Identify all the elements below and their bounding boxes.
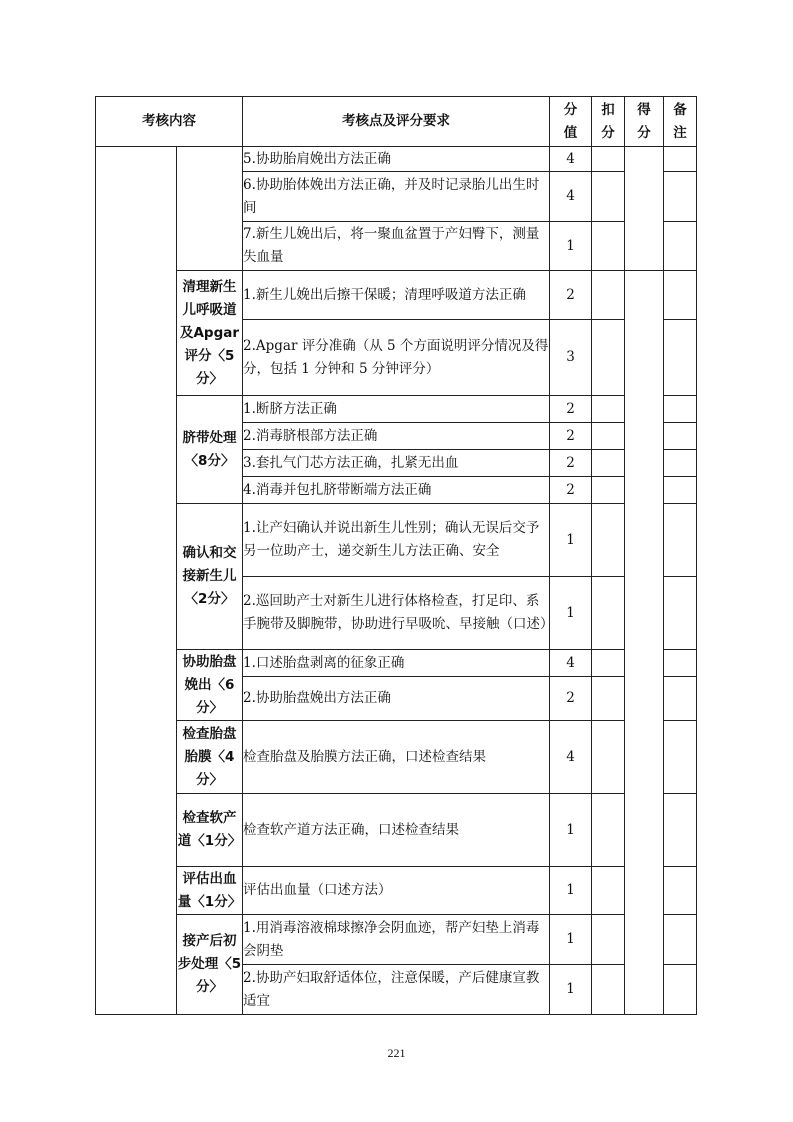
item-score: 4 [550, 147, 592, 172]
deduct-cell[interactable] [592, 721, 625, 794]
deduct-cell[interactable] [592, 915, 625, 965]
item-score: 4 [550, 172, 592, 222]
item-text: 5.协助胎肩娩出方法正确 [243, 147, 550, 172]
section-title-airway: 清理新生儿呼吸道及Apgar评分〈5分〉 [177, 271, 243, 396]
header-remark: 备注 [664, 97, 697, 147]
deduct-cell[interactable] [592, 577, 625, 650]
table-row [96, 867, 697, 915]
deduct-cell[interactable] [592, 650, 625, 677]
remark-cell[interactable] [664, 677, 697, 721]
item-score: 2 [550, 450, 592, 477]
item-text: 1.口述胎盘剥离的征象正确 [243, 650, 550, 677]
remark-cell[interactable] [664, 423, 697, 450]
item-score: 2 [550, 677, 592, 721]
deduct-cell[interactable] [592, 504, 625, 577]
remark-cell[interactable] [664, 477, 697, 504]
item-text: 4.消毒并包扎脐带断端方法正确 [243, 477, 550, 504]
page-number: 221 [387, 1046, 406, 1060]
remark-cell[interactable] [664, 577, 697, 650]
item-text: 1.让产妇确认并说出新生儿性别；确认无误后交予另一位助产士，递交新生儿方法正确、安全 [243, 504, 550, 577]
table-row [96, 147, 697, 172]
table-row [96, 271, 697, 320]
deduct-cell[interactable] [592, 396, 625, 423]
item-text: 2.协助胎盘娩出方法正确 [243, 677, 550, 721]
item-score: 2 [550, 271, 592, 320]
item-score: 1 [550, 794, 592, 867]
remark-cell[interactable] [664, 965, 697, 1015]
remark-cell[interactable] [664, 504, 697, 577]
item-text: 评估出血量（口述方法） [243, 867, 550, 915]
header-gain: 得分 [625, 97, 664, 147]
section-title-postcare: 接产后初步处理〈5分〉 [177, 915, 243, 1015]
item-score: 1 [550, 504, 592, 577]
item-text: 6.协助胎体娩出方法正确，并及时记录胎儿出生时间 [243, 172, 550, 222]
item-text: 2.协助产妇取舒适体位，注意保暖，产后健康宣教适宜 [243, 965, 550, 1015]
item-text: 1.断脐方法正确 [243, 396, 550, 423]
remark-cell[interactable] [664, 147, 697, 172]
item-score: 4 [550, 650, 592, 677]
remark-cell[interactable] [664, 867, 697, 915]
item-score: 2 [550, 423, 592, 450]
item-score: 1 [550, 915, 592, 965]
section-title-bleeding: 评估出血量〈1分〉 [177, 867, 243, 915]
item-score: 4 [550, 721, 592, 794]
header-deduct: 扣分 [592, 97, 625, 147]
item-score: 2 [550, 477, 592, 504]
item-text: 检查胎盘及胎膜方法正确，口述检查结果 [243, 721, 550, 794]
item-text: 1.新生儿娩出后擦干保暖；清理呼吸道方法正确 [243, 271, 550, 320]
section-title-placenta: 协助胎盘娩出〈6分〉 [177, 650, 243, 721]
item-text: 3.套扎气门芯方法正确，扎紧无出血 [243, 450, 550, 477]
deduct-cell[interactable] [592, 867, 625, 915]
table-row [96, 794, 697, 867]
gain-cell[interactable] [625, 271, 664, 1015]
section-title-membrane: 检查胎盘胎膜〈4分〉 [177, 721, 243, 794]
scoring-table [95, 96, 697, 1015]
table-row [96, 721, 697, 794]
table-row [96, 650, 697, 677]
deduct-cell[interactable] [592, 271, 625, 320]
item-text: 检查软产道方法正确，口述检查结果 [243, 794, 550, 867]
deduct-cell[interactable] [592, 450, 625, 477]
item-score: 1 [550, 965, 592, 1015]
section-title-handover: 确认和交接新生儿〈2分〉 [177, 504, 243, 650]
remark-cell[interactable] [664, 721, 697, 794]
deduct-cell[interactable] [592, 477, 625, 504]
item-text: 2.消毒脐根部方法正确 [243, 423, 550, 450]
item-text: 2.Apgar 评分准确（从 5 个方面说明评分情况及得分，包括 1 分钟和 5 分钟评分） [243, 320, 550, 396]
remark-cell[interactable] [664, 650, 697, 677]
deduct-cell[interactable] [592, 677, 625, 721]
deduct-cell[interactable] [592, 320, 625, 396]
remark-cell[interactable] [664, 271, 697, 320]
header-points: 考核点及评分要求 [243, 97, 550, 147]
item-score: 1 [550, 222, 592, 271]
item-text: 1.用消毒溶液棉球擦净会阴血迹，帮产妇垫上消毒会阴垫 [243, 915, 550, 965]
table-row [96, 396, 697, 423]
header-score: 分值 [550, 97, 592, 147]
deduct-cell[interactable] [592, 172, 625, 222]
item-text: 7.新生儿娩出后，将一聚血盆置于产妇臀下，测量失血量 [243, 222, 550, 271]
remark-cell[interactable] [664, 915, 697, 965]
remark-cell[interactable] [664, 396, 697, 423]
section-title-birthcanal: 检查软产道〈1分〉 [177, 794, 243, 867]
item-score: 3 [550, 320, 592, 396]
content-category-cell [96, 147, 177, 1015]
table-row [96, 504, 697, 577]
section-continued-cell [177, 147, 243, 271]
item-score: 2 [550, 396, 592, 423]
gain-cell[interactable] [625, 147, 664, 271]
remark-cell[interactable] [664, 794, 697, 867]
header-row [96, 97, 697, 147]
deduct-cell[interactable] [592, 423, 625, 450]
item-text: 2.巡回助产士对新生儿进行体格检查，打足印、系手腕带及脚腕带，协助进行早吸吮、早接触（口述） [243, 577, 550, 650]
table-row [96, 915, 697, 965]
remark-cell[interactable] [664, 320, 697, 396]
header-content: 考核内容 [96, 97, 243, 147]
item-score: 1 [550, 577, 592, 650]
remark-cell[interactable] [664, 222, 697, 271]
item-score: 1 [550, 867, 592, 915]
remark-cell[interactable] [664, 172, 697, 222]
section-title-cord: 脐带处理〈8分〉 [177, 396, 243, 504]
deduct-cell[interactable] [592, 222, 625, 271]
deduct-cell[interactable] [592, 147, 625, 172]
remark-cell[interactable] [664, 450, 697, 477]
deduct-cell[interactable] [592, 794, 625, 867]
deduct-cell[interactable] [592, 965, 625, 1015]
